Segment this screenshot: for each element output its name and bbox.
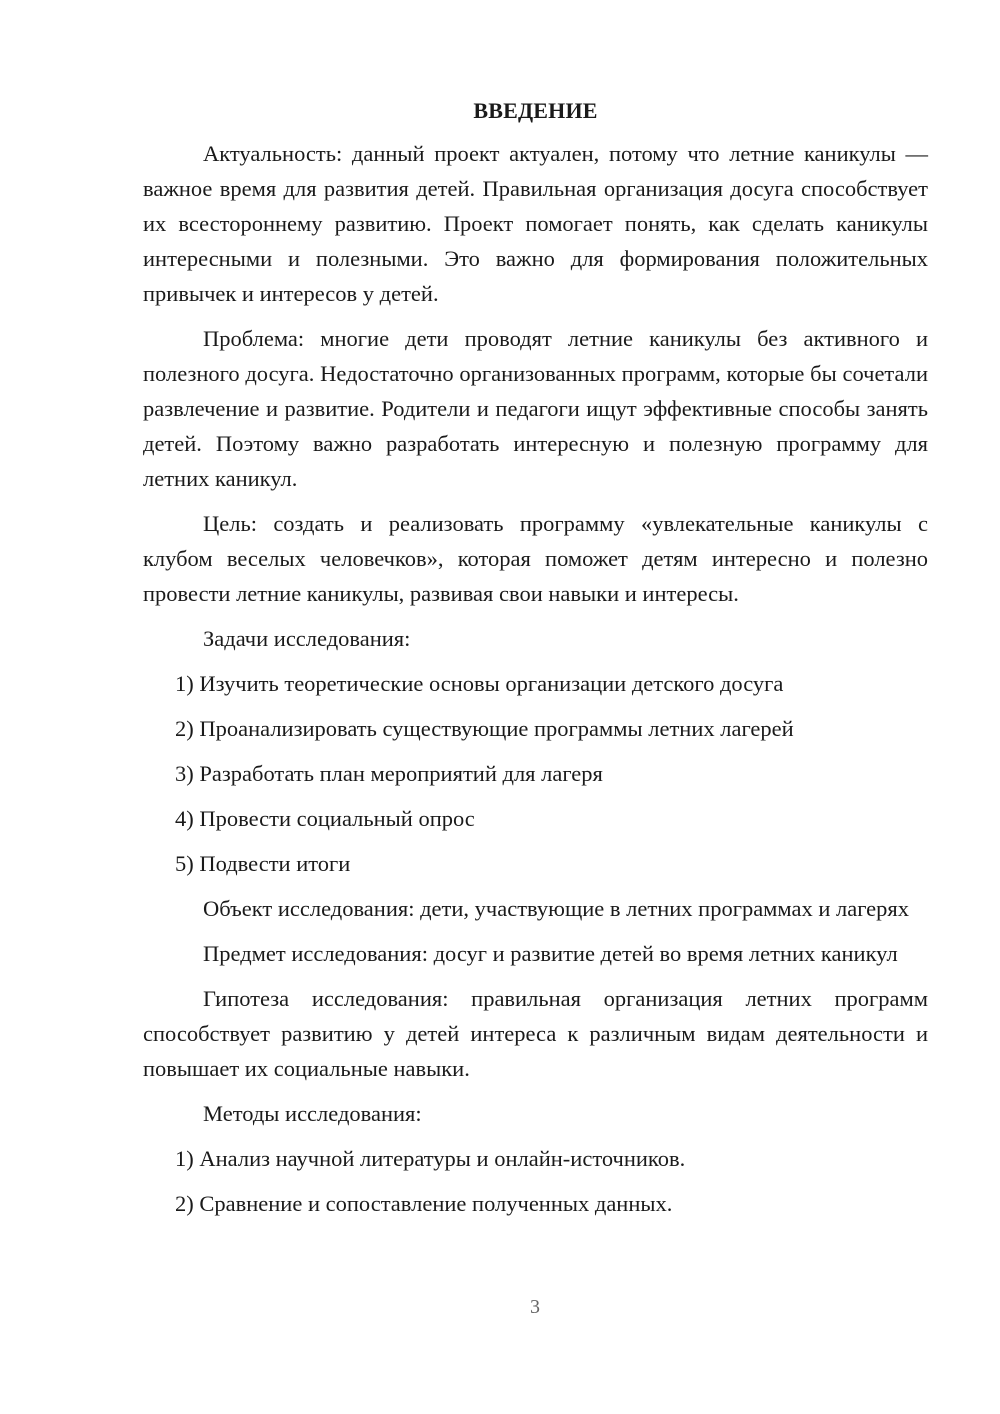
object-paragraph: Объект исследования: дети, участвующие в летних программах и лагерях — [203, 896, 910, 921]
goal-paragraph: Цель: создать и реализовать программу «увлекательные каникулы с клубом веселых человечков», которая поможет детям интересно и полезно провести летние каникулы, развивая свои навыки и интересы. — [143, 511, 928, 606]
task-item: 5) Подвести итоги — [175, 851, 351, 876]
page-number: 3 — [530, 1296, 540, 1318]
task-item: 2) Проанализировать существующие программы летних лагерей — [175, 716, 794, 741]
subject-paragraph: Предмет исследования: досуг и развитие детей во время летних каникул — [203, 941, 898, 966]
document-page — [143, 96, 928, 1231]
task-item: 3) Разработать план мероприятий для лагеря — [175, 761, 603, 786]
method-item: 1) Анализ научной литературы и онлайн-источников. — [175, 1146, 686, 1171]
hypothesis-paragraph: Гипотеза исследования: правильная организация летних программ способствует развитию у детей интереса к различным видам деятельности и повышает их социальные навыки. — [143, 986, 928, 1081]
problem-paragraph: Проблема: многие дети проводят летние каникулы без активного и полезного досуга. Недостаточно организованных программ, которые бы сочетали развлечение и развитие. Родители и педагоги ищут эффективные способы занять детей. Поэтому важно разработать интересную и полезную программу для летних каникул. — [143, 326, 928, 491]
page-title: ВВЕДЕНИЕ — [473, 98, 598, 123]
task-item: 1) Изучить теоретические основы организации детского досуга — [175, 671, 784, 696]
relevance-paragraph: Актуальность: данный проект актуален, потому что летние каникулы — важное время для развития детей. Правильная организация досуга способствует их всестороннему развитию. Проект помогает понять, как сделать каникулы интересными и полезными. Это важно для формирования положительных привычек и интересов у детей. — [143, 141, 928, 306]
tasks-heading: Задачи исследования: — [203, 626, 411, 651]
method-item: 2) Сравнение и сопоставление полученных данных. — [175, 1191, 673, 1216]
methods-heading: Методы исследования: — [203, 1101, 422, 1126]
task-item: 4) Провести социальный опрос — [175, 806, 475, 831]
